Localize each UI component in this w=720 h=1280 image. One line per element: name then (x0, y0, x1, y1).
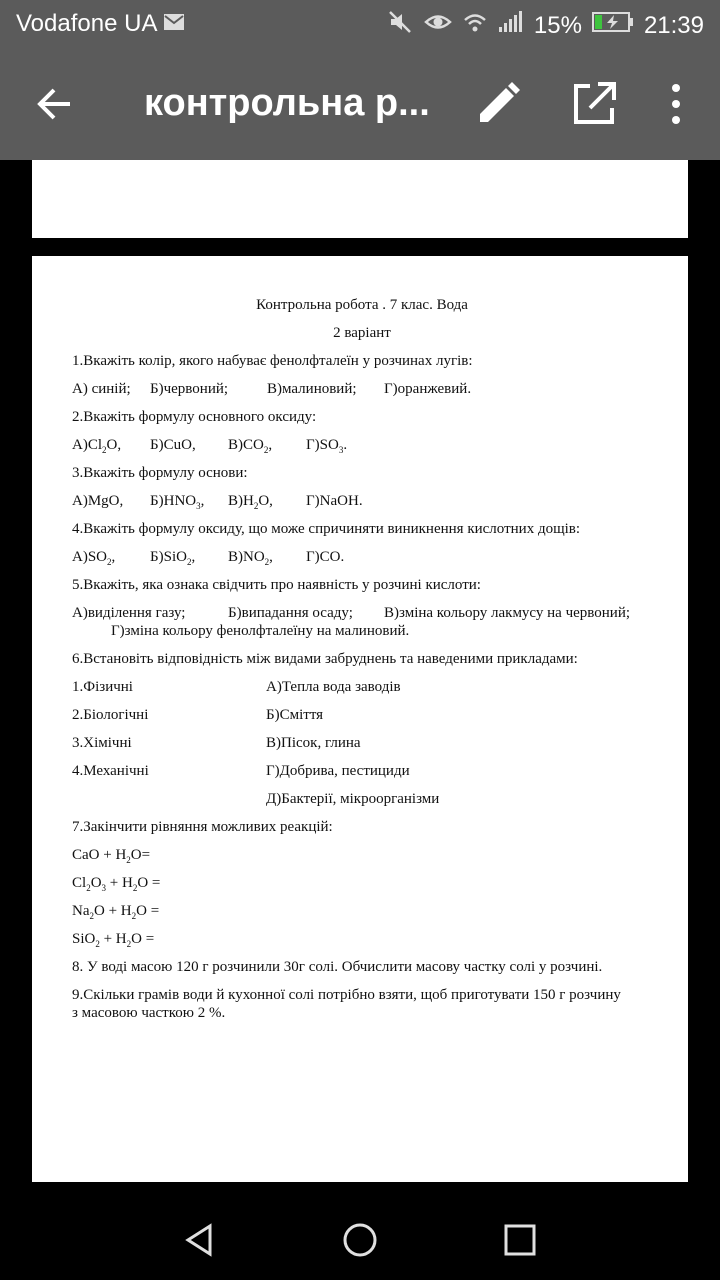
question-3: 3.Вкажіть формулу основи: (72, 465, 248, 481)
equation: CaO + $H_2O=$ (72, 847, 151, 865)
question-2-options (72, 436, 652, 464)
status-bar (0, 0, 720, 48)
option: Г)NaOH. (306, 493, 363, 509)
triangle-back-icon (180, 1220, 220, 1260)
nav-home-button[interactable] (340, 1220, 380, 1260)
option: Б)випадання осаду; (228, 605, 353, 621)
open-external-button[interactable] (570, 80, 618, 128)
option: Б)CuO, (150, 437, 196, 453)
signal-icon (498, 11, 524, 40)
question-5-options (72, 604, 652, 622)
question-4: 4.Вкажіть формулу оксиду, що може спричиняти виникнення кислотних дощів: (72, 521, 581, 537)
back-button[interactable] (30, 80, 82, 128)
circle-home-icon (340, 1220, 380, 1260)
question-5-option-d: Г)зміна кольору фенолфталеїну на малиновий. (111, 623, 410, 639)
question-1: 1.Вкажіть колір, якого набуває фенолфталеїн у розчинах лугів: (72, 353, 473, 369)
option: $Б)HNO_3$, (150, 493, 205, 511)
nav-recents-button[interactable] (500, 1220, 540, 1260)
equation: $Na_2O + H_2O$ = (72, 903, 160, 921)
question-5: 5.Вкажіть, яка ознака свідчить про наявність у розчині кислоти: (72, 577, 481, 593)
equation: $Cl_2O_3 + H_2O$ = (72, 875, 161, 893)
match-row: 3.Хімічні В)Пісок, глина (72, 735, 361, 751)
battery-charging-icon (592, 11, 634, 40)
question-4-options (72, 548, 652, 576)
question-3-options (72, 492, 652, 520)
eye-icon (424, 11, 452, 40)
edit-button[interactable] (474, 80, 522, 128)
question-9-line-1: 9.Скільки грамів води й кухонної солі потрібно взяти, щоб приготувати 150 г розчину (72, 987, 621, 1003)
option: Б)червоний; (150, 381, 229, 397)
question-2: 2.Вкажіть формулу основного оксиду: (72, 409, 317, 425)
mail-icon (163, 10, 185, 38)
question-6: 6.Встановіть відповідність між видами забруднень та наведеними прикладами: (72, 651, 578, 667)
back-arrow-icon (30, 80, 82, 128)
option: В)малиновий; (267, 381, 357, 397)
square-recents-icon (500, 1220, 540, 1260)
wifi-icon (462, 11, 488, 40)
option: $А)Cl_2O$, (72, 437, 122, 455)
document-title: контрольна р... (144, 82, 430, 124)
option: Г)CO. (306, 549, 345, 565)
more-vert-icon (656, 80, 696, 128)
document-viewer[interactable] (0, 160, 720, 1200)
clock: 21:39 (643, 11, 704, 39)
previous-page (32, 160, 688, 238)
option: $В)NO_2$, (228, 549, 273, 567)
option: Б)SiO$_2$, (150, 549, 196, 567)
document-page (32, 256, 688, 1182)
navigation-bar (0, 1200, 720, 1280)
option: А) синій; (72, 381, 131, 397)
open-in-new-icon (570, 80, 618, 128)
doc-variant: 2 варіант (333, 325, 391, 341)
question-8: 8. У воді масою 120 г розчинили 30г солі. Обчислити масову частку солі у розчині. (72, 959, 603, 975)
option: В)зміна кольору лакмусу на червоний; (384, 605, 631, 621)
battery-percent: 15% (533, 11, 582, 39)
match-row: Д)Бактерії, мікроорганізми (266, 791, 440, 807)
pencil-icon (474, 80, 522, 128)
equation: $SiO_2 + H_2O$ = (72, 931, 155, 949)
app-bar (0, 48, 720, 160)
option: А)MgO, (72, 493, 124, 509)
question-7: 7.Закінчити рівняння можливих реакцій: (72, 819, 333, 835)
option: $А)SO_2$, (72, 549, 116, 567)
option: $В)CO_2$, (228, 437, 273, 455)
option: $В)H_2O$, (228, 493, 273, 511)
option: Г)оранжевий. (384, 381, 472, 397)
mute-icon (388, 10, 414, 41)
option: $Г)SO_3$. (306, 437, 348, 455)
question-1-options (72, 380, 652, 408)
match-row: 2.Біологічні Б)Сміття (72, 707, 324, 723)
option: А)виділення газу; (72, 605, 186, 621)
match-row: 4.Механічні Г)Добрива, пестициди (72, 763, 410, 779)
nav-back-button[interactable] (180, 1220, 220, 1260)
question-9-line-2: з масовою часткою 2 %. (72, 1005, 226, 1021)
carrier-name: Vodafone UA (16, 10, 158, 37)
match-row: 1.Фізичні А)Тепла вода заводів (72, 679, 401, 695)
doc-title: Контрольна робота . 7 клас. Вода (256, 297, 468, 313)
more-options-button[interactable] (656, 80, 704, 128)
